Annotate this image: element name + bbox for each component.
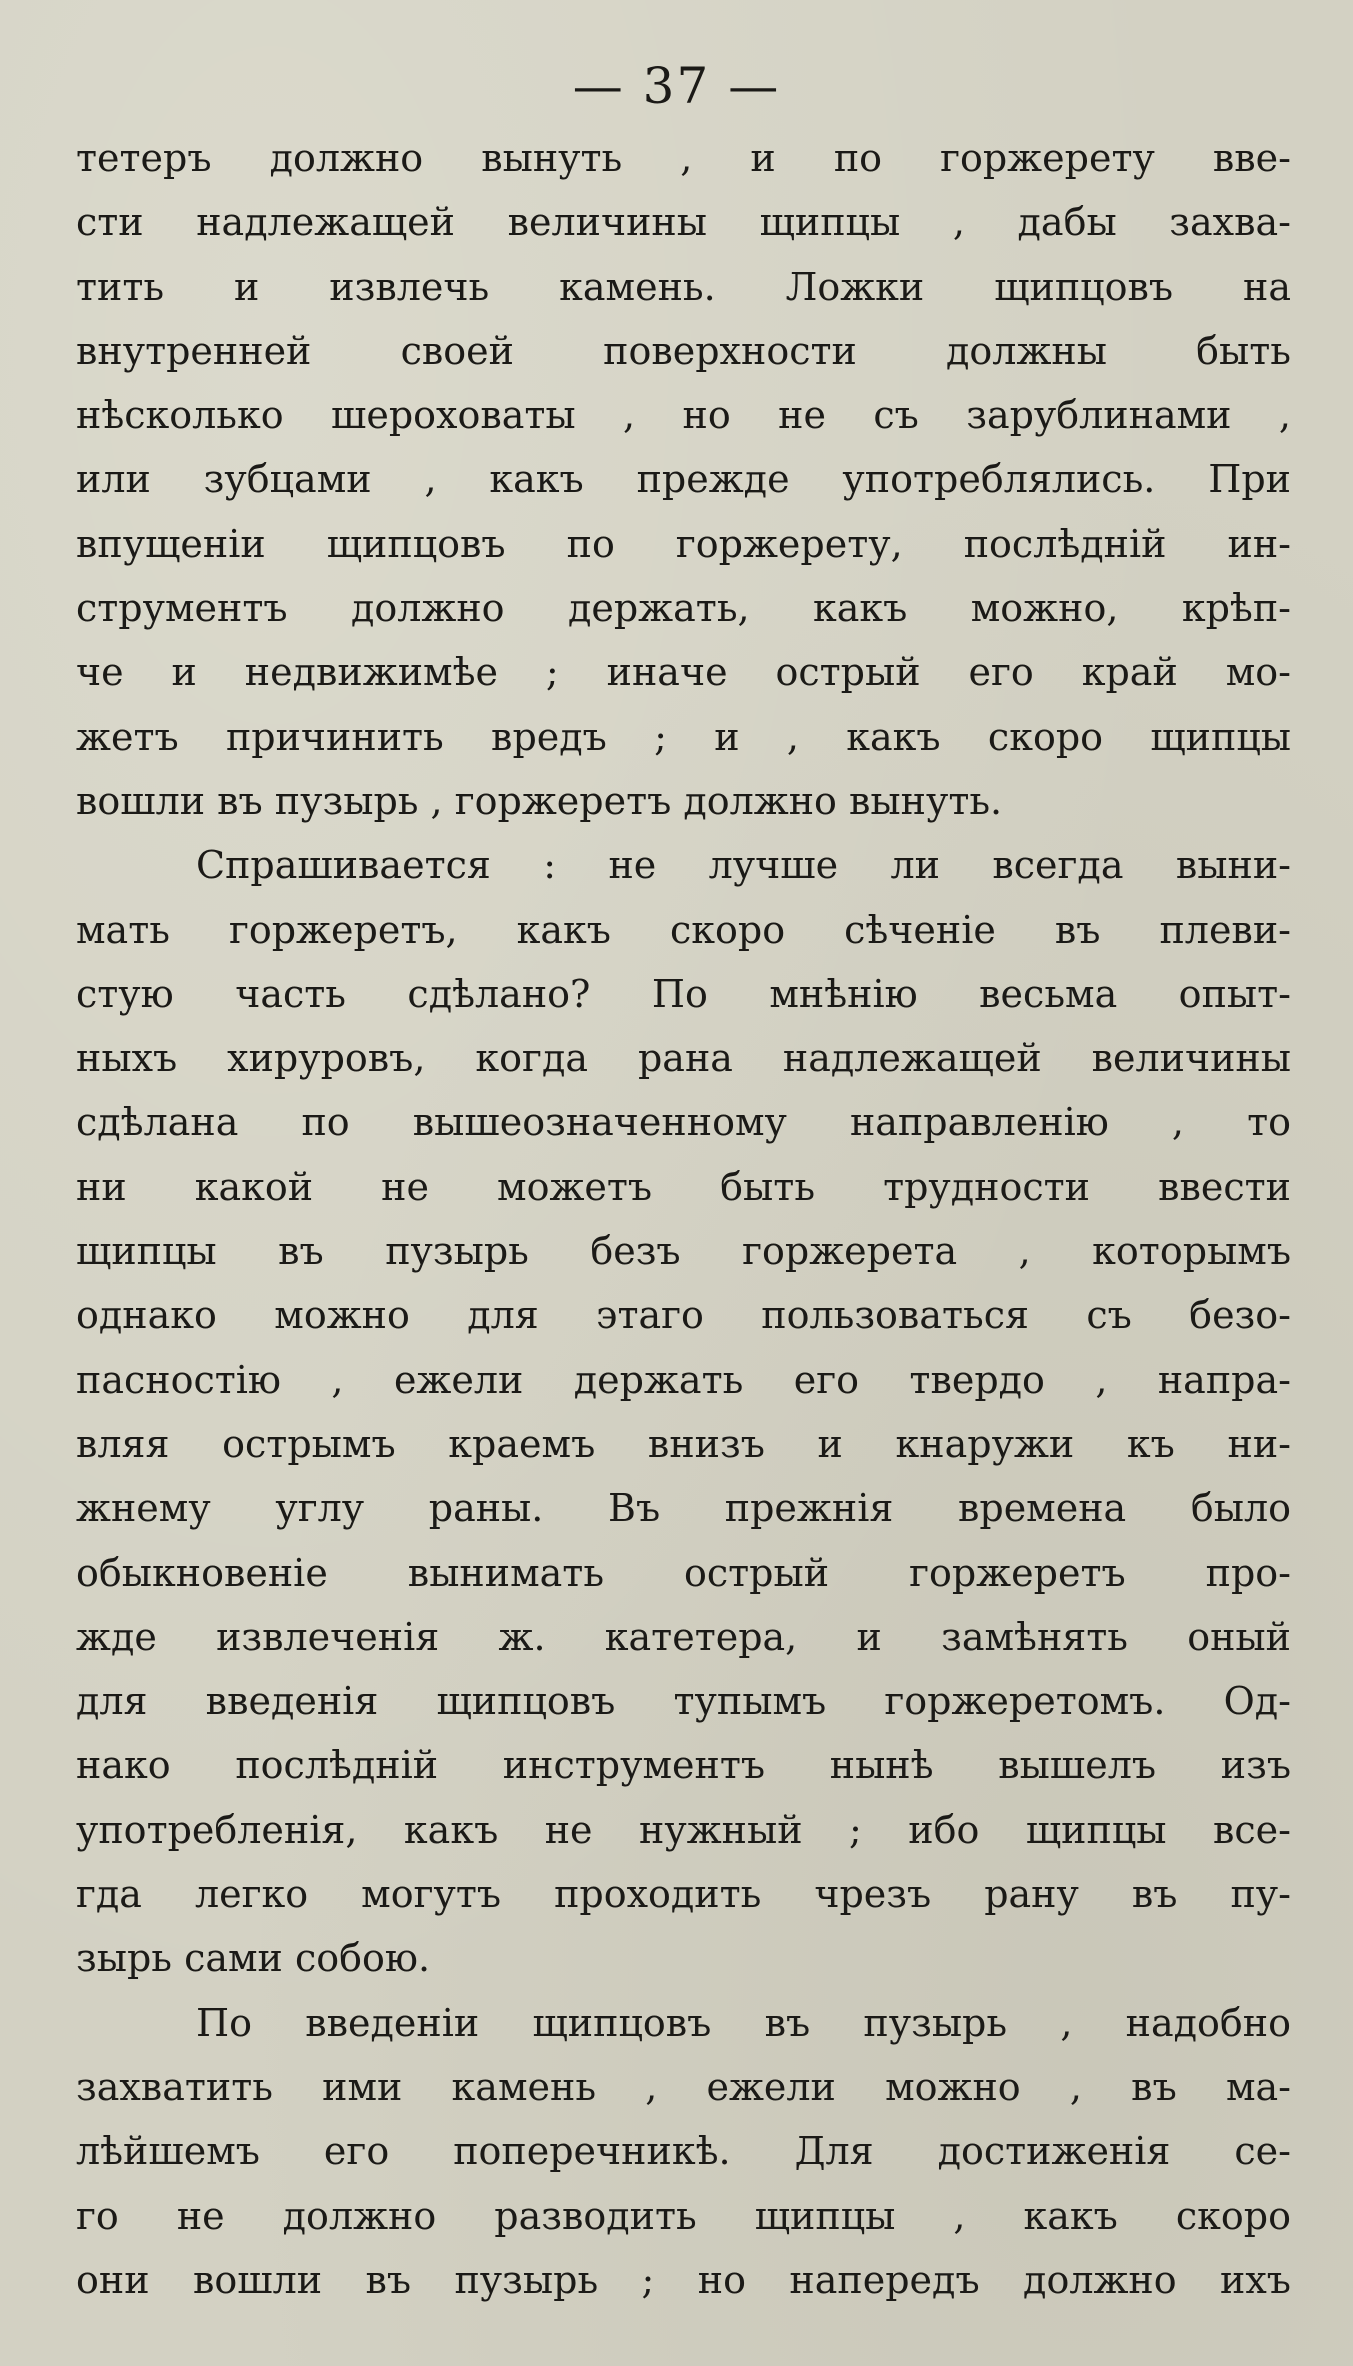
text-line: нако послѣдній инструментъ нынѣ вышелъ изъ: [76, 1743, 1291, 1788]
text-line: тить и извлечь камень. Ложки щипцовъ на: [76, 264, 1291, 309]
paragraph-2: [76, 833, 1291, 1990]
paragraph-3: [76, 1991, 1291, 2312]
text-line: ныхъ хируровъ, когда рана надлежащей величины: [76, 1036, 1291, 1081]
text-line: лѣйшемъ его поперечникѣ. Для достиженія се-: [76, 2129, 1291, 2174]
text-line: щипцы въ пузырь безъ горжерета , которымъ: [76, 1229, 1291, 1274]
text-line: По введеніи щипцовъ въ пузырь , надобно: [196, 2000, 1291, 2045]
text-line: стую часть сдѣлано? По мнѣнію весьма опыт-: [76, 971, 1291, 1016]
text-line: сдѣлана по вышеозначенному направленію , то: [76, 1100, 1291, 1145]
text-line: сти надлежащей величины щипцы , дабы захва-: [76, 200, 1291, 245]
text-line: пасностію , ежели держать его твердо , напра-: [76, 1357, 1291, 1402]
text-line: внутренней своей поверхности должны быть: [76, 328, 1291, 373]
text-line: или зубцами , какъ прежде употреблялись. При: [76, 457, 1291, 502]
text-line: впущеніи щипцовъ по горжерету, послѣдній ин-: [76, 521, 1291, 566]
paragraph-1: [76, 126, 1291, 833]
text-line: захватить ими камень , ежели можно , въ ма-: [76, 2064, 1291, 2109]
text-line: гда легко могутъ проходить чрезъ рану въ пу-: [76, 1872, 1291, 1917]
text-line: однако можно для этаго пользоваться съ безо-: [76, 1293, 1291, 1338]
text-line: жде извлеченія ж. катетера, и замѣнять оный: [76, 1614, 1291, 1659]
text-line: го не должно разводить щипцы , какъ скоро: [76, 2193, 1291, 2238]
text-line: струментъ должно держать, какъ можно, крѣп-: [76, 586, 1291, 631]
text-line: нѣсколько шероховаты , но не съ зарублинами ,: [76, 393, 1291, 438]
text-line: Спрашивается : не лучше ли всегда выни-: [196, 843, 1291, 888]
text-line: вляя острымъ краемъ внизъ и кнаружи къ ни-: [76, 1421, 1291, 1466]
text-line: мать горжеретъ, какъ скоро сѣченіе въ плеви-: [76, 907, 1291, 952]
body-text: [76, 126, 1291, 2312]
text-line: они вошли въ пузырь ; но напередъ должно ихъ: [76, 2257, 1291, 2302]
text-line: употребленія, какъ не нужный ; ибо щипцы все-: [76, 1807, 1291, 1852]
text-line: жетъ причинить вредъ ; и , какъ скоро щипцы: [76, 714, 1291, 759]
text-line: зырь сами собою.: [76, 1936, 431, 1981]
text-line: вошли въ пузырь , горжеретъ должно вынуть.: [76, 778, 1003, 823]
text-line: жнему углу раны. Въ прежнія времена было: [76, 1486, 1291, 1531]
text-line: для введенія щипцовъ тупымъ горжеретомъ. Од-: [76, 1679, 1291, 1724]
text-line: обыкновеніе вынимать острый горжеретъ про-: [76, 1550, 1291, 1595]
text-line: тетеръ должно вынуть , и по горжерету вве-: [76, 136, 1291, 180]
page-number: — 37 —: [572, 57, 781, 115]
text-line: ни какой не можетъ быть трудности ввести: [76, 1164, 1291, 1209]
text-line: че и недвижимѣе ; иначе острый его край мо-: [76, 650, 1291, 695]
